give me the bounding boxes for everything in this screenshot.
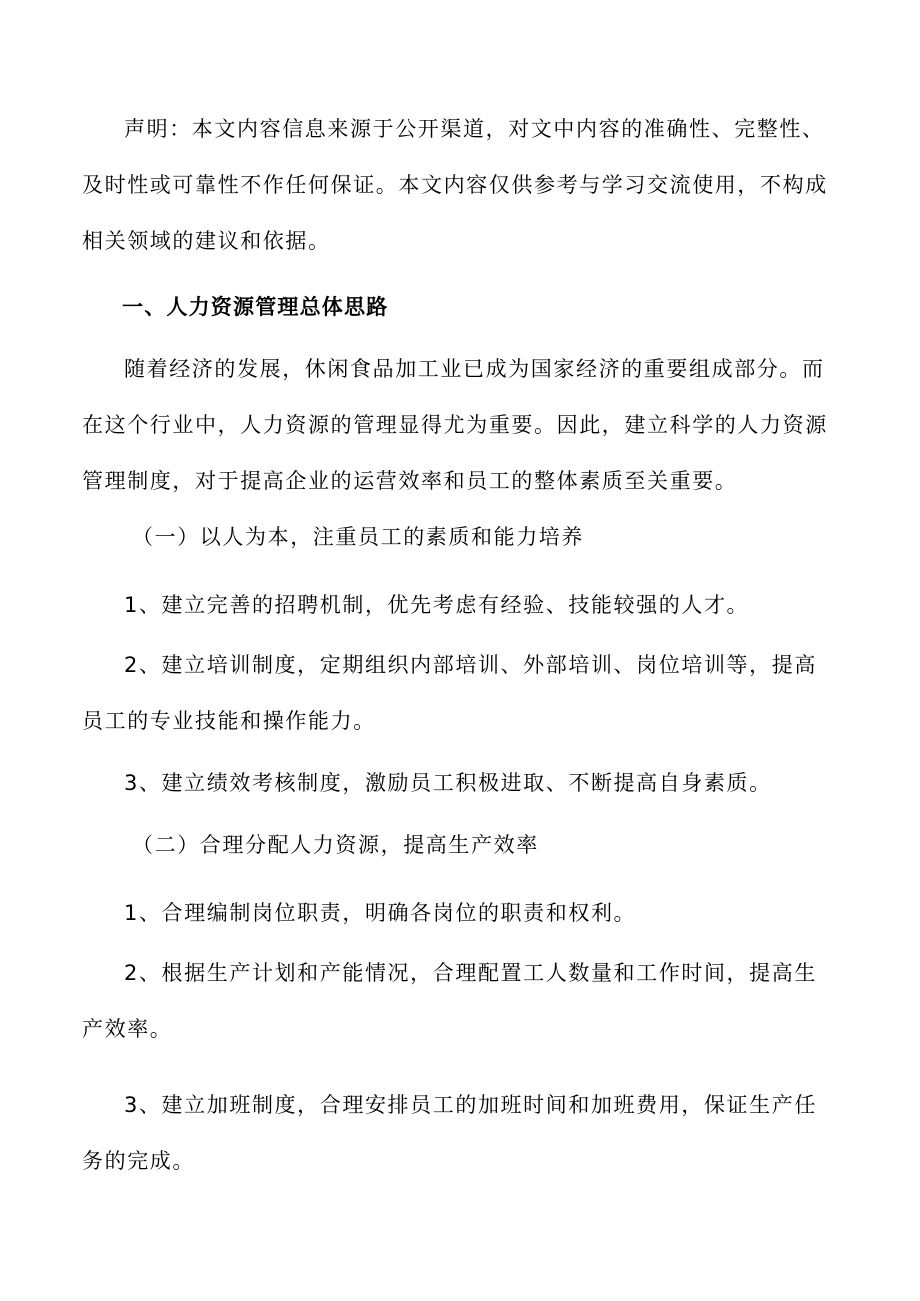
list-item bbox=[82, 958, 852, 1044]
intro-line: 管理制度，对于提高企业的运营效率和员工的整体素质至关重要。 bbox=[82, 469, 738, 493]
list-item-line: 2、根据生产计划和产能情况，合理配置工人数量和工作时间，提高生 bbox=[124, 961, 817, 985]
intro-line: 随着经济的发展，休闲食品加工业已成为国家经济的重要组成部分。而 bbox=[124, 357, 825, 381]
disclaimer-line: 相关领域的建议和依据。 bbox=[82, 229, 331, 253]
list-item-line: 务的完成。 bbox=[82, 1149, 195, 1173]
list-item-line: 3、建立绩效考核制度，激励员工积极进取、不断提高自身素质。 bbox=[124, 771, 772, 795]
list-item-line: 3、建立加班制度，合理安排员工的加班时间和加班费用，保证生产任 bbox=[124, 1093, 817, 1117]
list-item bbox=[124, 898, 894, 928]
list-item-line: 1、建立完善的招聘机制，优先考虑有经验、技能较强的人才。 bbox=[124, 593, 750, 617]
subsection-heading-1: （一）以人为本，注重员工的素质和能力培养 bbox=[132, 525, 584, 549]
disclaimer-paragraph bbox=[82, 114, 852, 256]
list-item bbox=[124, 768, 894, 798]
subsection-heading-2: （二）合理分配人力资源，提高生产效率 bbox=[132, 833, 539, 857]
intro-paragraph bbox=[82, 354, 852, 496]
list-item bbox=[82, 1090, 852, 1176]
list-item-line: 员工的专业技能和操作能力。 bbox=[82, 709, 376, 733]
section-heading: 一、人力资源管理总体思路 bbox=[122, 295, 389, 319]
list-item-line: 2、建立培训制度，定期组织内部培训、外部培训、岗位培训等，提高 bbox=[124, 653, 817, 677]
list-item bbox=[82, 650, 852, 736]
disclaimer-line: 及时性或可靠性不作任何保证。本文内容仅供参考与学习交流使用，不构成 bbox=[82, 173, 828, 197]
disclaimer-line: 声明：本文内容信息来源于公开渠道，对文中内容的准确性、完整性、 bbox=[124, 117, 825, 141]
intro-line: 在这个行业中，人力资源的管理显得尤为重要。因此，建立科学的人力资源 bbox=[82, 413, 828, 437]
list-item-line: 1、合理编制岗位职责，明确各岗位的职责和权利。 bbox=[124, 901, 637, 925]
list-item bbox=[124, 590, 894, 620]
list-item-line: 产效率。 bbox=[82, 1017, 173, 1041]
